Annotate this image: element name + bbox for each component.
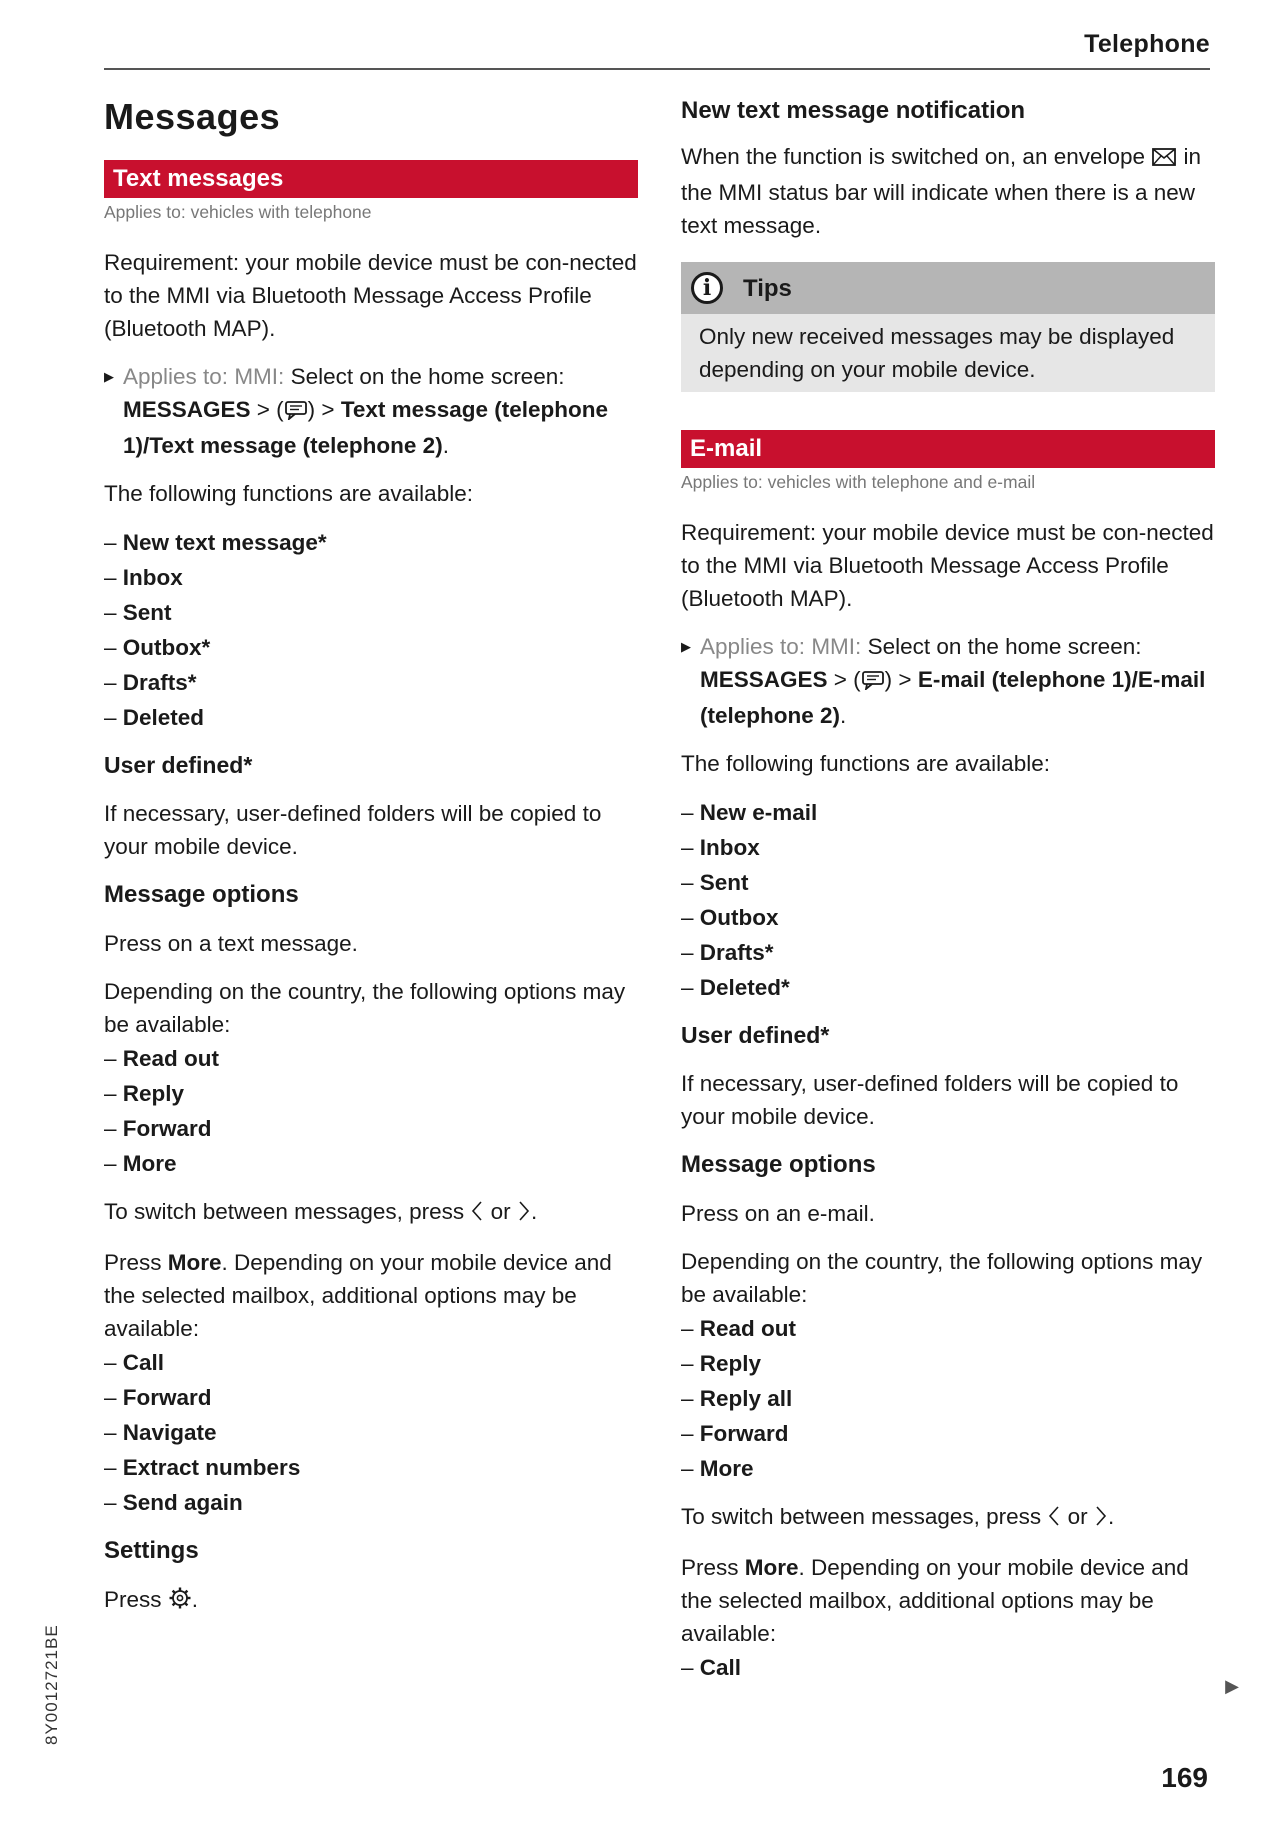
applies-note: Applies to: vehicles with telephone and e-mail [681,472,1036,492]
header-divider [104,68,1210,70]
instruction-step [681,630,1215,732]
list-item: – Outbox [681,900,1215,935]
options-list [104,1041,638,1181]
list-item: – Forward [104,1380,638,1415]
section-bar-email: E-mail [681,430,1215,468]
list-item: – More [104,1146,638,1181]
chevron-right-icon [1094,1503,1108,1536]
settings-text [104,1583,638,1619]
more-options-list [681,1650,1215,1685]
step-body [123,360,638,462]
step-target: E-mail (telephone 1)/E-mail (telephone 2) [700,667,1206,728]
list-item: – Extract numbers [104,1450,638,1485]
left-column [104,94,638,1634]
functions-intro: The following functions are available: [104,481,473,506]
switch-messages-text [681,1500,1215,1536]
page-title: Messages [104,96,281,137]
list-item: – Outbox* [104,630,638,665]
continue-arrow-icon: ▶ [1225,1676,1239,1696]
options-country-text: Depending on the country, the following options may be available: [681,1249,1203,1307]
user-defined-heading: User defined* [104,752,253,778]
messages-label: MESSAGES [123,397,251,422]
section-bar-text-messages: Text messages [104,160,638,198]
settings-heading: Settings [104,1537,199,1564]
step-applies: Applies to: MMI: [123,364,285,389]
chevron-left-icon [1047,1503,1061,1536]
notification-text-a: When the function is switched on, an envelope [681,144,1152,169]
switch-text: To switch between messages, press [681,1504,1048,1529]
document-code: 8Y0012721BE [42,1624,61,1745]
list-item: – Deleted [104,700,638,735]
list-item: – Inbox [681,830,1215,865]
tips-header [681,262,1215,314]
step-separator: > ( [250,397,284,422]
more-text-a: Press [681,1555,745,1580]
step-applies: Applies to: MMI: [700,634,862,659]
running-header-title: Telephone [1084,30,1210,58]
step-text: Select on the home screen: [284,364,565,389]
functions-list [681,795,1215,1005]
switch-end: . [1107,1504,1115,1529]
step-end: . [840,703,847,728]
requirement-text: Requirement: your mobile device must be con-nected to the MMI via Bluetooth Message Access Profile (Bluetooth MAP). [681,520,1214,611]
list-item: – Sent [104,595,638,630]
messages-label: MESSAGES [700,667,828,692]
switch-or: or [1061,1504,1094,1529]
list-item: – Deleted* [681,970,1215,1005]
list-item: – More [681,1451,1215,1486]
switch-or: or [484,1199,517,1224]
more-text [681,1551,1215,1650]
list-item: – Send again [104,1485,638,1520]
message-bubble-icon [861,666,885,699]
play-triangle-icon: ▶ [104,369,114,384]
more-label: More [167,1250,222,1275]
list-item: – Forward [104,1111,638,1146]
chevron-left-icon [470,1198,484,1231]
options-list [681,1311,1215,1486]
step-target: Text message (telephone 1)/Text message (telephone 2) [123,397,608,458]
right-column [681,94,1215,1699]
step-separator-2: ) > [307,397,341,422]
list-item: – Navigate [104,1415,638,1450]
step-separator-2: ) > [884,667,918,692]
settings-end: . [191,1587,199,1612]
list-item: – New e-mail [681,795,1215,830]
list-item: – Read out [104,1041,638,1076]
functions-list [104,525,638,735]
more-text-c: . Depending on your mobile device and the selected mailbox, additional options may be available: [104,1250,612,1341]
switch-messages-text [104,1195,638,1231]
settings-press: Press [104,1587,168,1612]
gear-icon [168,1586,192,1619]
more-label: More [744,1555,799,1580]
more-text-c: . Depending on your mobile device and the selected mailbox, additional options may be available: [681,1555,1189,1646]
switch-end: . [530,1199,538,1224]
notification-heading: New text message notification [681,97,1026,124]
list-item: – Reply [681,1346,1215,1381]
requirement-text: Requirement: your mobile device must be con-nected to the MMI via Bluetooth Message Access Profile (Bluetooth MAP). [104,250,637,341]
options-country-text: Depending on the country, the following options may be available: [104,979,626,1037]
options-press-text: Press on a text message. [104,931,358,956]
list-item: – Call [681,1650,1215,1685]
notification-text [681,140,1215,242]
step-separator: > ( [827,667,861,692]
message-options-heading: Message options [104,881,299,908]
instruction-step [104,360,638,462]
list-item: – Call [104,1345,638,1380]
list-item: – New text message* [104,525,638,560]
user-defined-heading: User defined* [681,1022,830,1048]
functions-intro: The following functions are available: [681,751,1050,776]
list-item: – Reply [104,1076,638,1111]
list-item: – Drafts* [681,935,1215,970]
switch-text: To switch between messages, press [104,1199,471,1224]
list-item: – Sent [681,865,1215,900]
envelope-icon [1151,143,1177,176]
step-text: Select on the home screen: [861,634,1142,659]
chevron-right-icon [517,1198,531,1231]
tips-box [681,262,1215,392]
applies-note: Applies to: vehicles with telephone [104,202,372,222]
more-text-a: Press [104,1250,168,1275]
list-item: – Reply all [681,1381,1215,1416]
list-item: – Read out [681,1311,1215,1346]
page-number: 169 [1161,1762,1208,1793]
more-options-list [104,1345,638,1520]
user-defined-text: If necessary, user-defined folders will be copied to your mobile device. [104,801,602,859]
list-item: – Drafts* [104,665,638,700]
tips-body: Only new received messages may be displayed depending on your mobile device. [681,314,1215,392]
tips-title: Tips [743,274,792,302]
more-text [104,1246,638,1345]
step-end: . [442,433,449,458]
user-defined-text: If necessary, user-defined folders will be copied to your mobile device. [681,1071,1179,1129]
list-item: – Forward [681,1416,1215,1451]
message-options-heading: Message options [681,1151,876,1178]
step-body [700,630,1215,732]
list-item: – Inbox [104,560,638,595]
message-bubble-icon [284,396,308,429]
info-icon: i [691,272,723,304]
play-triangle-icon: ▶ [681,639,691,654]
options-press-text: Press on an e-mail. [681,1201,875,1226]
notification-text-b: in the MMI status bar will indicate when there is a new text message. [681,144,1202,238]
